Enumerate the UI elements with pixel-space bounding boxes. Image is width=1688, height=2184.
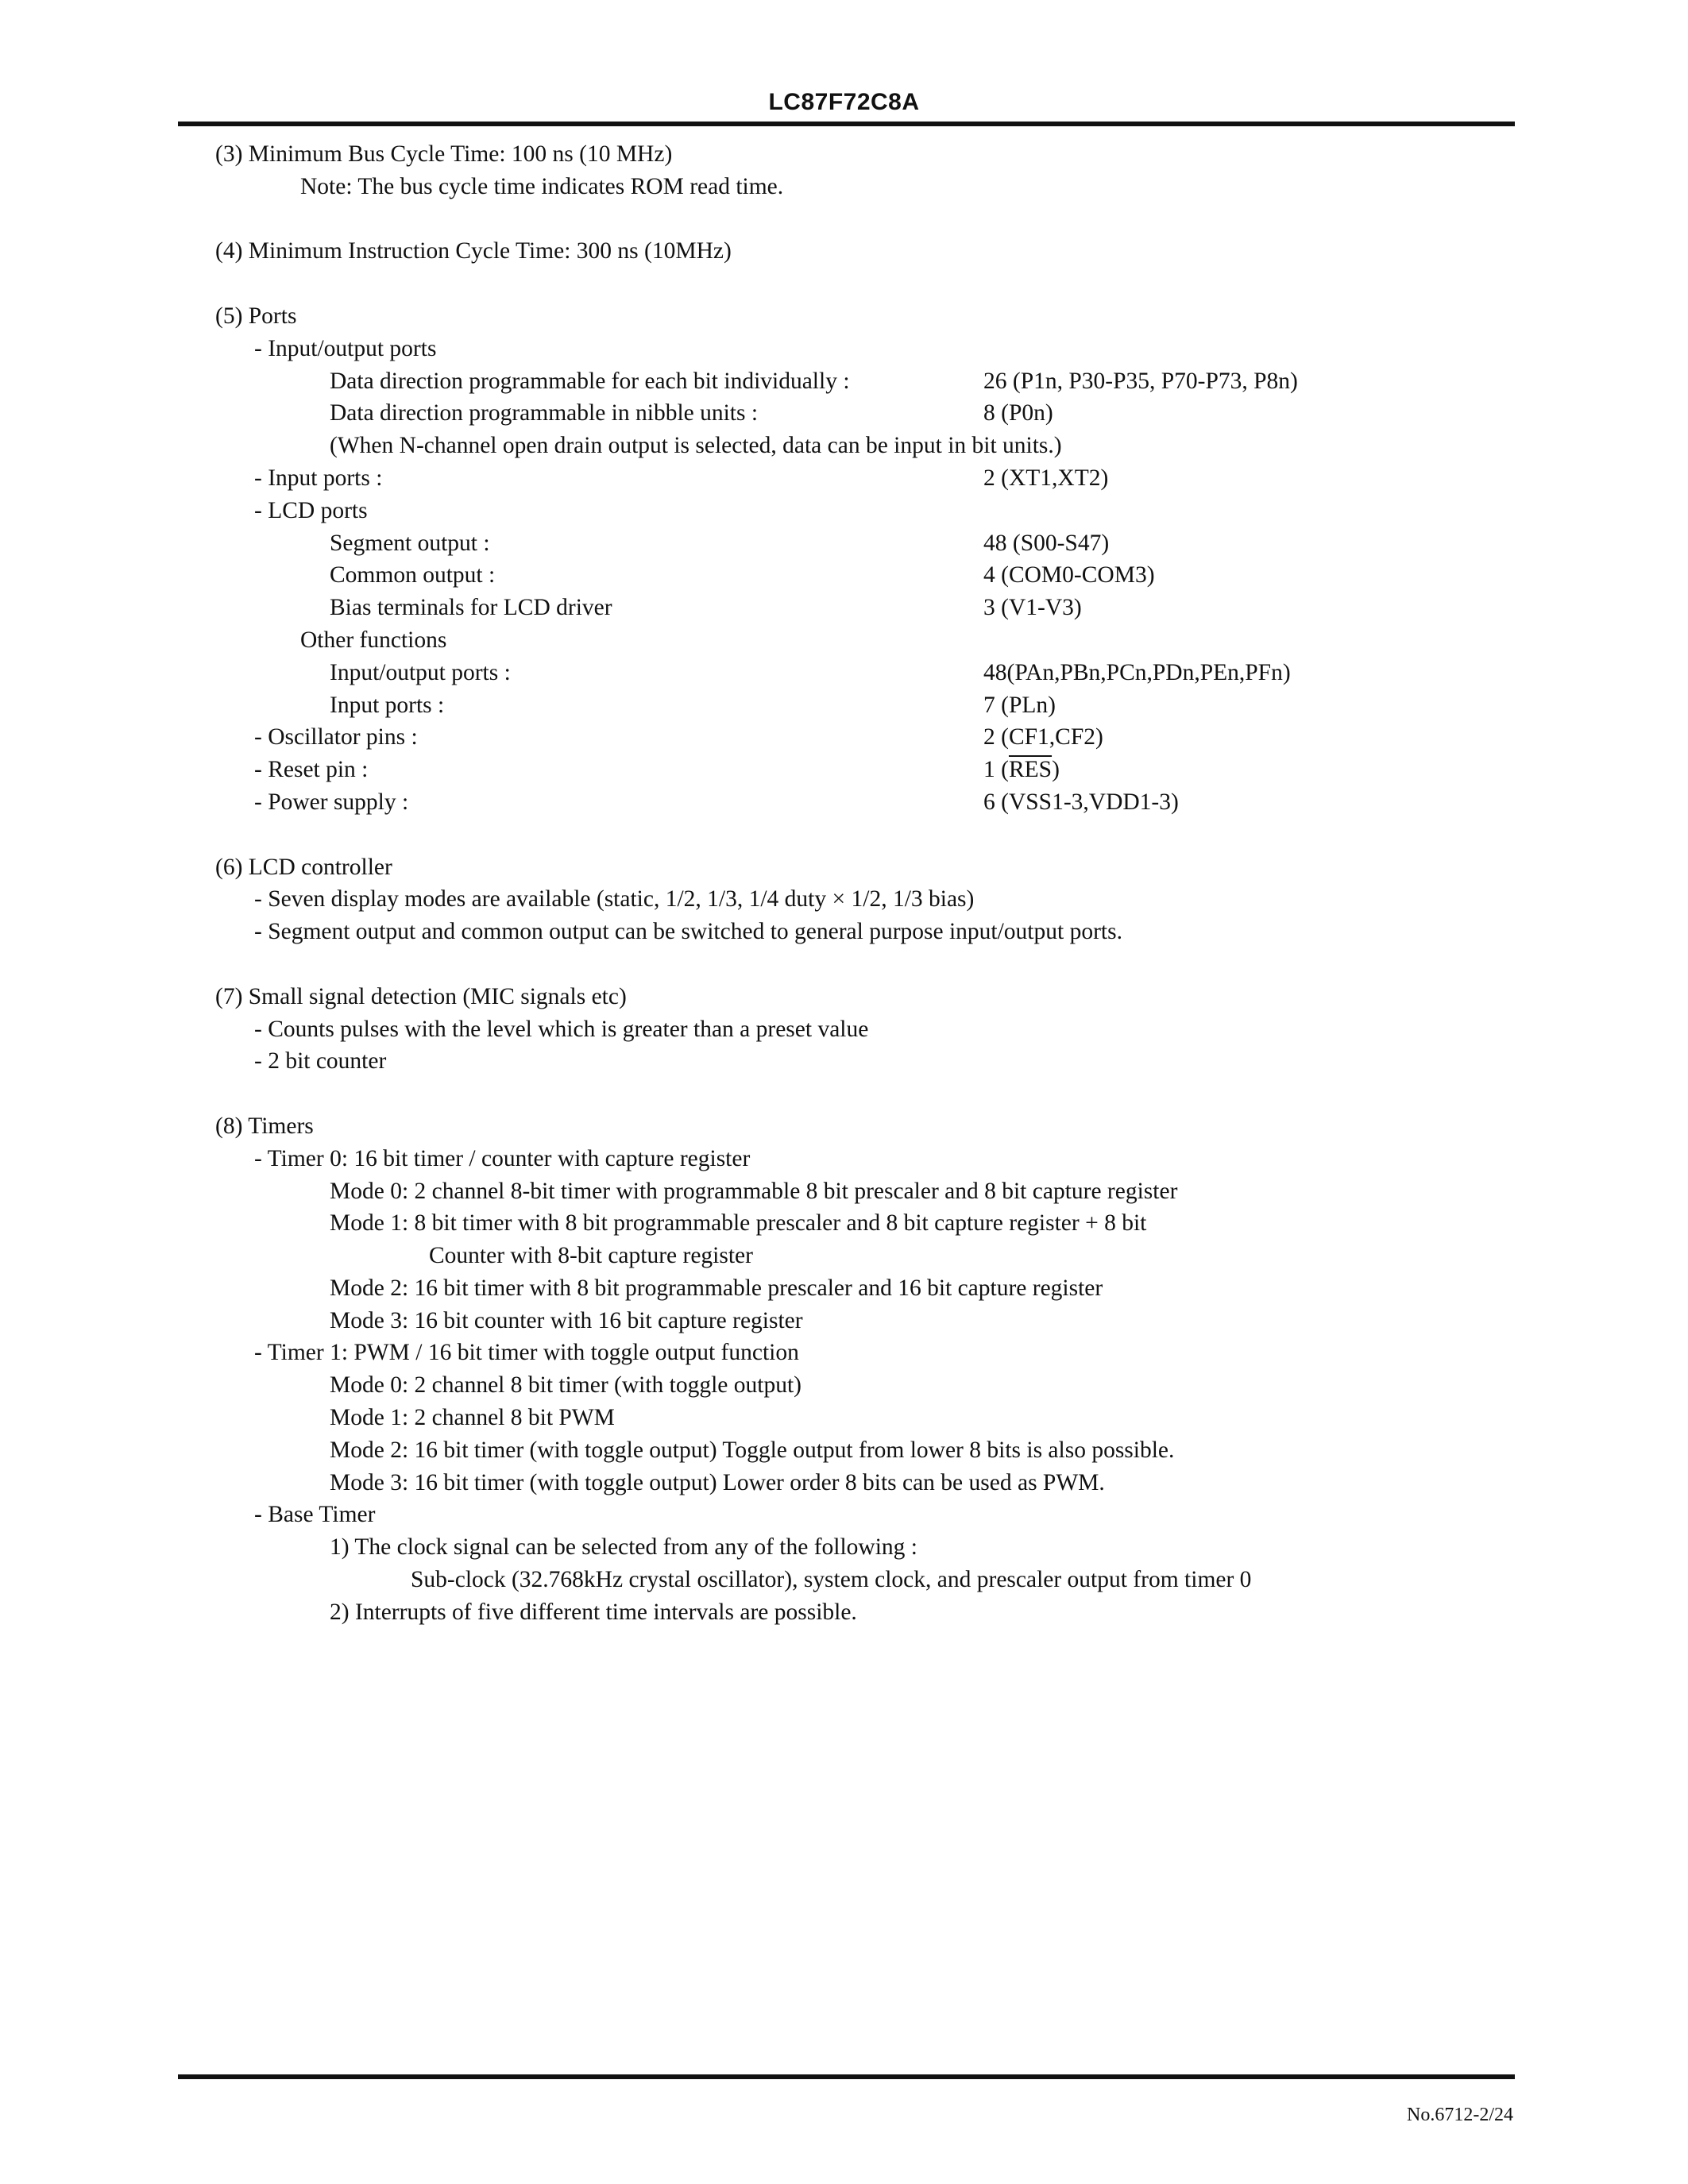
spec-value: 4 (COM0-COM3) [983,562,1155,588]
list-item-detail: Sub-clock (32.768kHz crystal oscillator), system clock, and prescaler output from timer 0 [411,1567,1252,1593]
spec-label: Data direction programmable for each bit individually : [330,368,850,394]
spec-value: 3 (V1-V3) [983,595,1082,621]
lcd-ports-heading: - LCD ports [254,497,368,523]
list-item: - Counts pulses with the level which is greater than a preset value [254,1016,869,1042]
section-3-heading: (3) Minimum Bus Cycle Time: 100 ns (10 MHz) [215,141,673,167]
spec-label: Bias terminals for LCD driver [330,595,612,621]
base-timer-heading: - Base Timer [254,1502,376,1528]
section-3-note: Note: The bus cycle time indicates ROM read time. [300,173,784,199]
spec-row [215,527,1518,560]
list-item: Mode 1: 8 bit timer with 8 bit programmable prescaler and 8 bit capture register + 8 bit [330,1210,1147,1237]
list-item: 2) Interrupts of five different time intervals are possible. [330,1599,857,1625]
spec-label: Common output : [330,562,496,588]
list-item: Mode 3: 16 bit counter with 16 bit capture register [330,1307,803,1333]
list-item: Mode 2: 16 bit timer with 8 bit programmable prescaler and 16 bit capture register [330,1275,1103,1301]
list-item: Mode 3: 16 bit timer (with toggle output) Lower order 8 bits can be used as PWM. [330,1469,1105,1495]
list-item: Mode 1: 2 channel 8 bit PWM [330,1405,615,1431]
spec-row [215,689,1518,722]
spec-value: 48 (S00-S47) [983,530,1110,556]
spec-label: Segment output : [330,530,490,556]
document-title: LC87F72C8A [768,89,920,115]
list-item: - Seven display modes are available (static, 1/2, 1/3, 1/4 duty × 1/2, 1/3 bias) [254,886,975,913]
list-item: Mode 0: 2 channel 8-bit timer with programmable 8 bit prescaler and 8 bit capture register [330,1178,1178,1204]
reset-signal-name: $\overline{RES}$ [1008,757,1053,783]
spec-value: 26 (P1n, P30-P35, P70-P73, P8n) [983,368,1298,394]
io-ports-heading: - Input/output ports [254,335,437,361]
spec-value: 7 (PLn) [983,692,1056,718]
spec-value: 8 (P0n) [983,400,1053,426]
spec-row [215,397,1518,430]
spec-label: Input ports : [330,692,445,718]
timer1-heading: - Timer 1: PWM / 16 bit timer with toggle output function [254,1340,799,1366]
spec-row [215,592,1518,624]
section-4-heading: (4) Minimum Instruction Cycle Time: 300 ns (10MHz) [215,238,732,264]
page-number: No.6712-2/24 [1407,2105,1513,2125]
spec-label: Data direction programmable in nibble units : [330,400,759,426]
section-6-heading: (6) LCD controller [215,854,392,880]
spec-value: 2 (CF1,CF2) [983,724,1103,751]
spec-row [215,754,1518,786]
list-item: - Segment output and common output can be switched to general purpose input/output ports. [254,919,1122,945]
spec-row [215,462,1518,495]
spec-label: - Power supply : [254,789,409,815]
document-body [215,138,1518,1629]
spec-label: - Input ports : [254,465,383,491]
spec-label: Input/output ports : [330,659,511,685]
list-item: Mode 2: 16 bit timer (with toggle output) Toggle output from lower 8 bits is also possible. [330,1437,1175,1463]
spec-value: 6 (VSS1-3,VDD1-3) [983,789,1179,815]
spec-label: - Reset pin : [254,757,369,783]
list-item: 1) The clock signal can be selected from any of the following : [330,1534,917,1561]
spec-row [215,657,1518,689]
list-item: Mode 0: 2 channel 8 bit timer (with toggle output) [330,1372,802,1399]
list-item-continuation: Counter with 8-bit capture register [429,1243,753,1269]
spec-row [215,559,1518,592]
spec-value: 48(PAn,PBn,PCn,PDn,PEn,PFn) [983,659,1291,685]
header-rule [178,122,1515,126]
spec-row [215,721,1518,754]
spec-value [983,754,1060,786]
reset-value-suffix: ) [1052,757,1060,783]
timer0-heading: - Timer 0: 16 bit timer / counter with capture register [254,1145,751,1171]
section-7-heading: (7) Small signal detection (MIC signals etc) [215,983,627,1009]
other-functions-heading: Other functions [300,627,447,653]
spec-row [215,786,1518,819]
section-5-heading: (5) Ports [215,303,297,329]
spec-value: 2 (XT1,XT2) [983,465,1109,491]
reset-value-prefix: 1 ( [983,757,1009,783]
footer-rule [178,2074,1515,2079]
n-channel-note: (When N-channel open drain output is selected, data can be input in bit units.) [330,433,1062,459]
section-8-heading: (8) Timers [215,1113,314,1139]
list-item: - 2 bit counter [254,1048,387,1075]
spec-label: - Oscillator pins : [254,724,418,751]
spec-row [215,365,1518,398]
